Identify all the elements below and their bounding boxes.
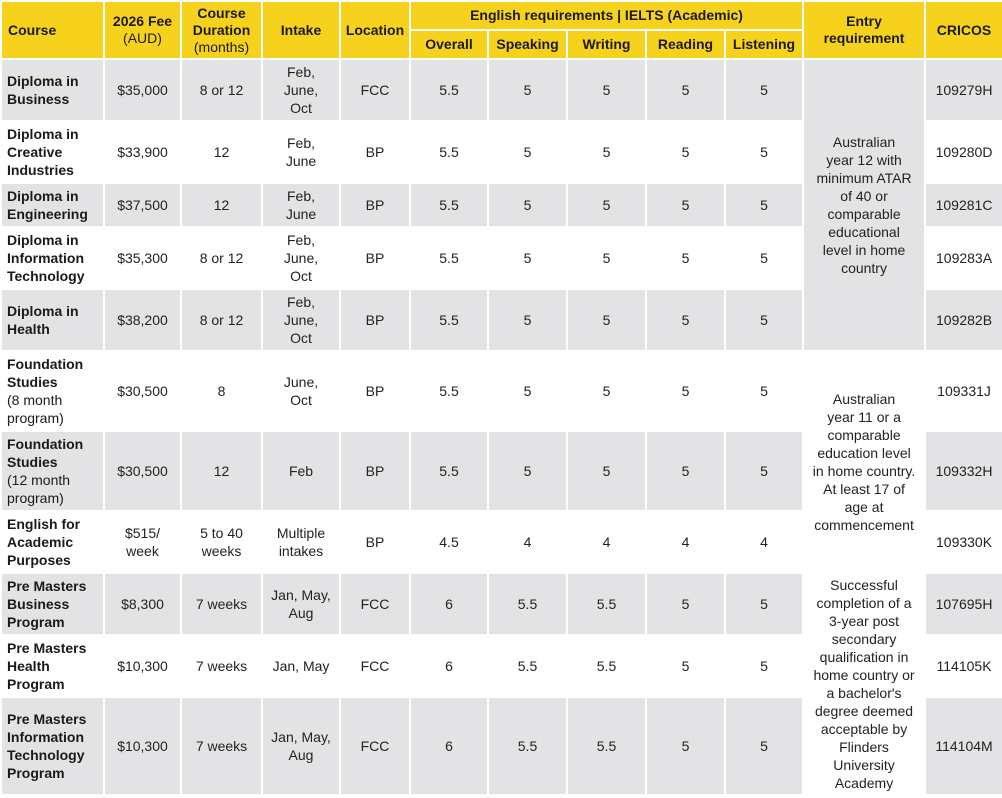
writing-cell: 5 [567, 183, 646, 227]
duration-cell [181, 351, 262, 431]
duration-line: 12 [213, 463, 230, 479]
cricos-cell: 114105K [925, 635, 1002, 697]
intake-cell [262, 697, 340, 795]
intake-cell [262, 183, 340, 227]
entry-requirement-line: Academy [834, 775, 894, 791]
intake-cell [262, 431, 340, 511]
fee-cell [104, 227, 181, 289]
listening-cell: 5 [725, 227, 803, 289]
intake-line: Oct [290, 100, 312, 116]
course-name-line: Creative [7, 144, 63, 160]
intake-line: Feb [288, 463, 314, 479]
listening-cell: 5 [725, 431, 803, 511]
duration-cell [181, 59, 262, 121]
entry-requirement-line: qualification in [819, 649, 909, 665]
cricos-cell: 109331J [925, 351, 1002, 431]
header-fee-label: 2026 Fee [112, 13, 173, 29]
entry-requirement-line: country [841, 260, 887, 276]
intake-line: Feb, [286, 64, 315, 80]
header-duration-line1: Course [197, 4, 246, 21]
location-cell: FCC [340, 59, 410, 121]
course-note-line: program) [7, 410, 64, 426]
location-cell: FCC [340, 573, 410, 635]
listening-cell: 5 [725, 121, 803, 183]
header-entry-requirement [803, 1, 925, 59]
duration-cell [181, 573, 262, 635]
intake-cell [262, 351, 340, 431]
fee-line: $30,500 [117, 463, 168, 479]
header-fee-currency: (AUD) [123, 30, 162, 46]
table-row [1, 59, 1002, 121]
fee-line: $33,900 [117, 144, 168, 160]
intake-line: Oct [290, 330, 312, 346]
cricos-cell: 109283A [925, 227, 1002, 289]
intake-line: Feb, [286, 135, 315, 151]
duration-cell [181, 511, 262, 573]
cricos-cell: 109281C [925, 183, 1002, 227]
table-row [1, 351, 1002, 431]
fee-cell [104, 121, 181, 183]
location-cell: FCC [340, 635, 410, 697]
entry-requirement-line: education level [817, 445, 911, 461]
listening-cell: 5 [725, 351, 803, 431]
intake-line: Oct [290, 392, 312, 408]
course-name-line: Information [7, 729, 84, 745]
duration-line: 8 [217, 383, 226, 399]
intake-cell [262, 289, 340, 351]
course-name-line: Diploma in [7, 188, 79, 204]
duration-line: 8 or 12 [199, 82, 244, 98]
duration-cell [181, 635, 262, 697]
duration-line: 12 [213, 197, 230, 213]
writing-cell: 5.5 [567, 635, 646, 697]
intake-line: Aug [288, 747, 314, 763]
intake-line: June, [283, 82, 319, 98]
listening-cell: 5 [725, 289, 803, 351]
entry-requirement-line: minimum ATAR [816, 170, 912, 186]
duration-line: 7 weeks [195, 658, 248, 674]
course-name-line: Diploma in [7, 303, 79, 319]
intake-line: Jan, May, [271, 587, 331, 603]
location-cell: BP [340, 289, 410, 351]
header-location: Location [340, 1, 410, 59]
entry-requirement-line: year 11 or a [827, 409, 901, 425]
entry-requirement-line: University [833, 757, 895, 773]
duration-cell [181, 431, 262, 511]
location-cell: BP [340, 183, 410, 227]
speaking-cell: 5.5 [488, 573, 567, 635]
header-course: Course [1, 1, 104, 59]
reading-cell: 5 [646, 289, 725, 351]
entry-requirement-line: Flinders [839, 739, 889, 755]
overall-cell: 5.5 [410, 351, 488, 431]
fee-line: $8,300 [121, 596, 164, 612]
speaking-cell: 5.5 [488, 697, 567, 795]
table-row [1, 573, 1002, 635]
entry-requirement-line: completion of a [816, 595, 912, 611]
fee-line: $515/ [124, 525, 161, 541]
duration-line: 7 weeks [195, 738, 248, 754]
duration-cell [181, 121, 262, 183]
table-body [1, 59, 1002, 795]
header-duration-unit: (months) [193, 38, 250, 55]
intake-line: Feb, [286, 188, 315, 204]
reading-cell: 5 [646, 697, 725, 795]
course-name-line: Diploma in [7, 126, 79, 142]
overall-cell: 5.5 [410, 59, 488, 121]
header-intake: Intake [262, 1, 340, 59]
entry-requirement-line: in home country. [812, 463, 916, 479]
course-name-line: Technology [7, 747, 85, 763]
duration-line: 8 or 12 [199, 312, 244, 328]
fee-line: $35,000 [117, 82, 168, 98]
fee-cell [104, 59, 181, 121]
overall-cell: 5.5 [410, 431, 488, 511]
header-english-requirements: English requirements | IELTS (Academic) [410, 1, 803, 30]
course-name-cell [1, 289, 104, 351]
entry-requirement-line: commencement [814, 517, 914, 533]
course-name-cell [1, 121, 104, 183]
overall-cell: 6 [410, 573, 488, 635]
header-reading: Reading [646, 30, 725, 59]
course-name-line: Information [7, 250, 84, 266]
location-cell: BP [340, 351, 410, 431]
overall-cell: 6 [410, 697, 488, 795]
fee-line: $38,200 [117, 312, 168, 328]
entry-requirement-cell [803, 573, 925, 795]
speaking-cell: 4 [488, 511, 567, 573]
entry-requirement-cell [803, 59, 925, 351]
course-name-line: Studies [7, 454, 58, 470]
writing-cell: 5 [567, 227, 646, 289]
cricos-cell: 109332H [925, 431, 1002, 511]
header-fee [104, 1, 181, 59]
location-cell: BP [340, 511, 410, 573]
fee-line: $30,500 [117, 383, 168, 399]
writing-cell: 5 [567, 289, 646, 351]
course-name-line: Program [7, 614, 65, 630]
duration-line: 12 [213, 144, 230, 160]
header-duration [181, 1, 262, 59]
course-name-line: Industries [7, 162, 74, 178]
entry-requirement-cell [803, 351, 925, 573]
course-name-line: Foundation [7, 356, 84, 372]
intake-cell [262, 573, 340, 635]
entry-requirement-line: year 12 with [826, 152, 902, 168]
entry-requirement-line: of 40 or [840, 188, 888, 204]
duration-line: 8 or 12 [199, 250, 244, 266]
entry-requirement-line: comparable [827, 427, 901, 443]
writing-cell: 5.5 [567, 573, 646, 635]
cricos-cell: 109279H [925, 59, 1002, 121]
writing-cell: 4 [567, 511, 646, 573]
course-name-line: Pre Masters [7, 640, 87, 656]
listening-cell: 5 [725, 573, 803, 635]
intake-line: June [285, 153, 317, 169]
duration-cell [181, 289, 262, 351]
entry-requirement-line: acceptable by [820, 721, 908, 737]
course-name-line: Pre Masters [7, 711, 87, 727]
writing-cell: 5 [567, 351, 646, 431]
fee-cell [104, 511, 181, 573]
course-name-cell [1, 227, 104, 289]
course-name-line: Health [7, 321, 50, 337]
intake-cell [262, 511, 340, 573]
reading-cell: 5 [646, 183, 725, 227]
location-cell: BP [340, 431, 410, 511]
listening-cell: 4 [725, 511, 803, 573]
fee-cell [104, 431, 181, 511]
speaking-cell: 5 [488, 227, 567, 289]
reading-cell: 5 [646, 227, 725, 289]
intake-line: June, [283, 374, 319, 390]
course-name-line: Diploma in [7, 73, 79, 89]
entry-requirement-line: home country or [813, 667, 915, 683]
location-cell: BP [340, 121, 410, 183]
entry-requirement-line: educational [828, 224, 900, 240]
fee-cell [104, 573, 181, 635]
cricos-cell: 109330K [925, 511, 1002, 573]
entry-requirement-line: 3-year post [829, 613, 900, 629]
intake-line: Jan, May, [271, 729, 331, 745]
fee-cell [104, 183, 181, 227]
course-name-cell [1, 511, 104, 573]
duration-cell [181, 227, 262, 289]
overall-cell: 5.5 [410, 227, 488, 289]
course-name-line: Business [7, 596, 70, 612]
cricos-cell: 109282B [925, 289, 1002, 351]
fee-cell [104, 289, 181, 351]
course-name-line: Program [7, 765, 65, 781]
intake-line: June, [283, 250, 319, 266]
fee-line: $10,300 [117, 738, 168, 754]
course-name-line: Academic [7, 534, 74, 550]
writing-cell: 5 [567, 59, 646, 121]
entry-requirement-line: At least 17 of [823, 481, 905, 497]
speaking-cell: 5 [488, 183, 567, 227]
cricos-cell: 107695H [925, 573, 1002, 635]
duration-line: weeks [201, 543, 242, 559]
writing-cell: 5.5 [567, 697, 646, 795]
course-name-cell [1, 59, 104, 121]
fee-line: $10,300 [117, 658, 168, 674]
speaking-cell: 5 [488, 289, 567, 351]
location-cell: BP [340, 227, 410, 289]
fee-cell [104, 635, 181, 697]
overall-cell: 5.5 [410, 289, 488, 351]
intake-line: Aug [288, 605, 314, 621]
course-note-line: (8 month [7, 392, 63, 408]
intake-cell [262, 635, 340, 697]
location-cell: FCC [340, 697, 410, 795]
overall-cell: 4.5 [410, 511, 488, 573]
listening-cell: 5 [725, 59, 803, 121]
course-name-line: English for [7, 516, 81, 532]
intake-line: intakes [278, 543, 324, 559]
course-note-line: (12 month [7, 472, 71, 488]
intake-line: June, [283, 312, 319, 328]
course-name-line: Diploma in [7, 232, 79, 248]
overall-cell: 5.5 [410, 121, 488, 183]
fee-cell [104, 697, 181, 795]
duration-cell [181, 183, 262, 227]
reading-cell: 4 [646, 511, 725, 573]
course-name-line: Purposes [7, 552, 71, 568]
course-note-line: program) [7, 490, 64, 506]
course-name-cell [1, 635, 104, 697]
course-name-line: Engineering [7, 206, 88, 222]
reading-cell: 5 [646, 573, 725, 635]
entry-requirement-line: a bachelor's [826, 685, 902, 701]
entry-requirement-line: age at [844, 499, 884, 515]
fee-cell [104, 351, 181, 431]
fee-line: week [126, 543, 159, 559]
intake-line: Jan, May [272, 658, 330, 674]
listening-cell: 5 [725, 183, 803, 227]
writing-cell: 5 [567, 121, 646, 183]
course-name-line: Pre Masters [7, 578, 87, 594]
intake-line: Multiple [276, 525, 326, 541]
course-name-line: Studies [7, 374, 58, 390]
intake-line: Oct [290, 268, 312, 284]
entry-requirement-line: comparable [827, 206, 901, 222]
course-name-cell [1, 183, 104, 227]
reading-cell: 5 [646, 431, 725, 511]
duration-line: 7 weeks [195, 596, 248, 612]
intake-line: Feb, [286, 232, 315, 248]
header-duration-line2: Duration [192, 21, 251, 38]
header-writing: Writing [567, 30, 646, 59]
duration-cell [181, 697, 262, 795]
fee-line: $35,300 [117, 250, 168, 266]
listening-cell: 5 [725, 697, 803, 795]
fee-line: $37,500 [117, 197, 168, 213]
speaking-cell: 5 [488, 351, 567, 431]
course-name-cell [1, 573, 104, 635]
overall-cell: 5.5 [410, 183, 488, 227]
intake-cell [262, 121, 340, 183]
intake-cell [262, 227, 340, 289]
speaking-cell: 5 [488, 121, 567, 183]
listening-cell: 5 [725, 635, 803, 697]
intake-line: June [285, 206, 317, 222]
course-name-line: Program [7, 676, 65, 692]
entry-requirement-line: Successful [830, 577, 898, 593]
speaking-cell: 5 [488, 59, 567, 121]
header-entry-line1: Entry [846, 13, 882, 29]
header-listening: Listening [725, 30, 803, 59]
reading-cell: 5 [646, 635, 725, 697]
intake-cell [262, 59, 340, 121]
course-name-line: Foundation [7, 436, 84, 452]
writing-cell: 5 [567, 431, 646, 511]
course-name-line: Technology [7, 268, 85, 284]
overall-cell: 6 [410, 635, 488, 697]
duration-line: 5 to 40 [200, 525, 243, 541]
header-speaking: Speaking [488, 30, 567, 59]
course-name-cell [1, 351, 104, 431]
header-entry-line2: requirement [823, 30, 905, 46]
cricos-cell: 114104M [925, 697, 1002, 795]
header-cricos: CRICOS [925, 1, 1002, 59]
entry-requirement-line: degree deemed [814, 703, 914, 719]
speaking-cell: 5.5 [488, 635, 567, 697]
speaking-cell: 5 [488, 431, 567, 511]
course-name-line: Business [7, 91, 70, 107]
entry-requirement-line: secondary [831, 631, 897, 647]
reading-cell: 5 [646, 121, 725, 183]
entry-requirement-line: Australian [832, 391, 896, 407]
cricos-cell: 109280D [925, 121, 1002, 183]
course-name-line: Health [7, 658, 50, 674]
intake-line: Feb, [286, 294, 315, 310]
entry-requirement-line: level in home [822, 242, 906, 258]
reading-cell: 5 [646, 351, 725, 431]
course-name-cell [1, 431, 104, 511]
header-overall: Overall [410, 30, 488, 59]
reading-cell: 5 [646, 59, 725, 121]
course-name-cell [1, 697, 104, 795]
entry-requirement-line: Australian [832, 134, 896, 150]
